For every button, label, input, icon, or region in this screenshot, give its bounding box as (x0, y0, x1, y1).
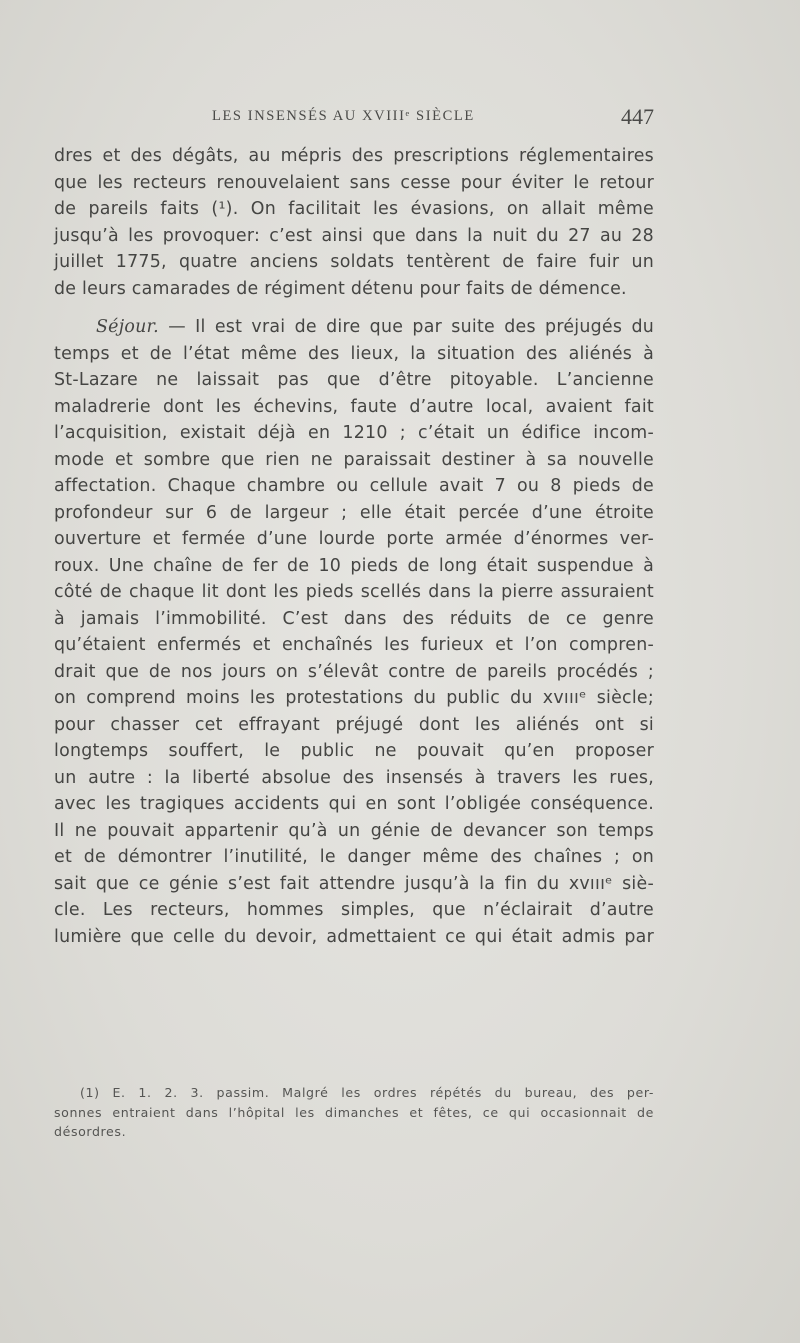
footnote-line: (1) E. 1. 2. 3. passim. Malgré les ordres répétés du bureau, des per- (80, 1085, 654, 1100)
text-line: de leurs camarades de régiment détenu pour faits de démence. (54, 278, 627, 299)
text-line: l’acquisition, existait déjà en 1210 ; c’était un édifice incom- (54, 423, 654, 443)
text-line: un autre : la liberté absolue des insensés à travers les rues, (54, 767, 654, 788)
text-line: avec les tragiques accidents qui en sont l’obligée conséquence. (54, 794, 654, 814)
text-line: Il ne pouvait appartenir qu’à un génie de devancer son temps (54, 820, 654, 841)
text-line: profondeur sur 6 de largeur ; elle était percée d’une étroite (54, 502, 654, 523)
footnote (54, 1083, 654, 1142)
text-line: affectation. Chaque chambre ou cellule avait 7 ou 8 pieds de (54, 476, 654, 496)
text-line: dres et des dégâts, au mépris des prescriptions réglementaires (54, 146, 654, 166)
text-line: de pareils faits (¹). On facilitait les évasions, on allait même (54, 199, 654, 219)
text-line: roux. Une chaîne de fer de 10 pieds de long était suspendue à (54, 555, 654, 576)
text-line: maladrerie dont les échevins, faute d’autre local, avaient fait (54, 396, 654, 417)
text-line: juillet 1775, quatre anciens soldats tentèrent de faire fuir un (54, 252, 654, 272)
body-text (54, 143, 654, 950)
text-line: cle. Les recteurs, hommes simples, que n’éclairait d’autre (54, 900, 654, 920)
text-line: mode et sombre que rien ne paraissait destiner à sa nouvelle (54, 449, 654, 470)
text-line: temps et de l’état même des lieux, la situation des aliénés à (54, 343, 654, 364)
text-line: et de démontrer l’inutilité, le danger même des chaînes ; on (54, 847, 654, 867)
footnote-line: sonnes entraient dans l’hôpital les dimanches et fêtes, ce qui occasionnait de (54, 1104, 654, 1120)
paragraph-gap (54, 302, 654, 314)
text-line: à jamais l’immobilité. C’est dans des réduits de ce genre (54, 608, 654, 629)
footnote-line: désordres. (54, 1124, 127, 1139)
text-line: que les recteurs renouvelaient sans cesse pour éviter le retour (54, 172, 654, 193)
text-line: pour chasser cet effrayant préjugé dont les aliénés ont si (54, 714, 654, 735)
page-header (54, 104, 654, 134)
running-title: LES INSENSÉS AU XVIIIᵉ SIÈCLE (212, 108, 475, 124)
text-line: drait que de nos jours on s’élevât contre de pareils procédés ; (54, 661, 654, 682)
text-line: sait que ce génie s’est fait attendre jusqu’à la fin du xvıııᵉ siè- (54, 873, 654, 894)
text-line: St-Lazare ne laissait pas que d’être pitoyable. L’ancienne (54, 370, 654, 390)
text-line: lumière que celle du devoir, admettaient ce qui était admis par (54, 926, 654, 947)
text-line: longtemps souffert, le public ne pouvait qu’en proposer (54, 741, 654, 761)
paragraph-first-line (54, 314, 654, 341)
text-line: ouverture et fermée d’une lourde porte armée d’énormes ver- (54, 529, 654, 549)
first-line-text: — Il est vrai de dire que par suite des préjugés du (158, 317, 654, 337)
page-number: 447 (621, 104, 654, 129)
text-line: on comprend moins les protestations du public du xvıııᵉ siècle; (54, 688, 654, 708)
text-line: côté de chaque lit dont les pieds scellés dans la pierre assuraient (54, 582, 654, 602)
text-line: jusqu’à les provoquer: c’est ainsi que dans la nuit du 27 au 28 (54, 225, 654, 246)
section-heading: Séjour. (96, 317, 159, 337)
text-line: qu’étaient enfermés et enchaînés les furieux et l’on compren- (54, 635, 654, 655)
